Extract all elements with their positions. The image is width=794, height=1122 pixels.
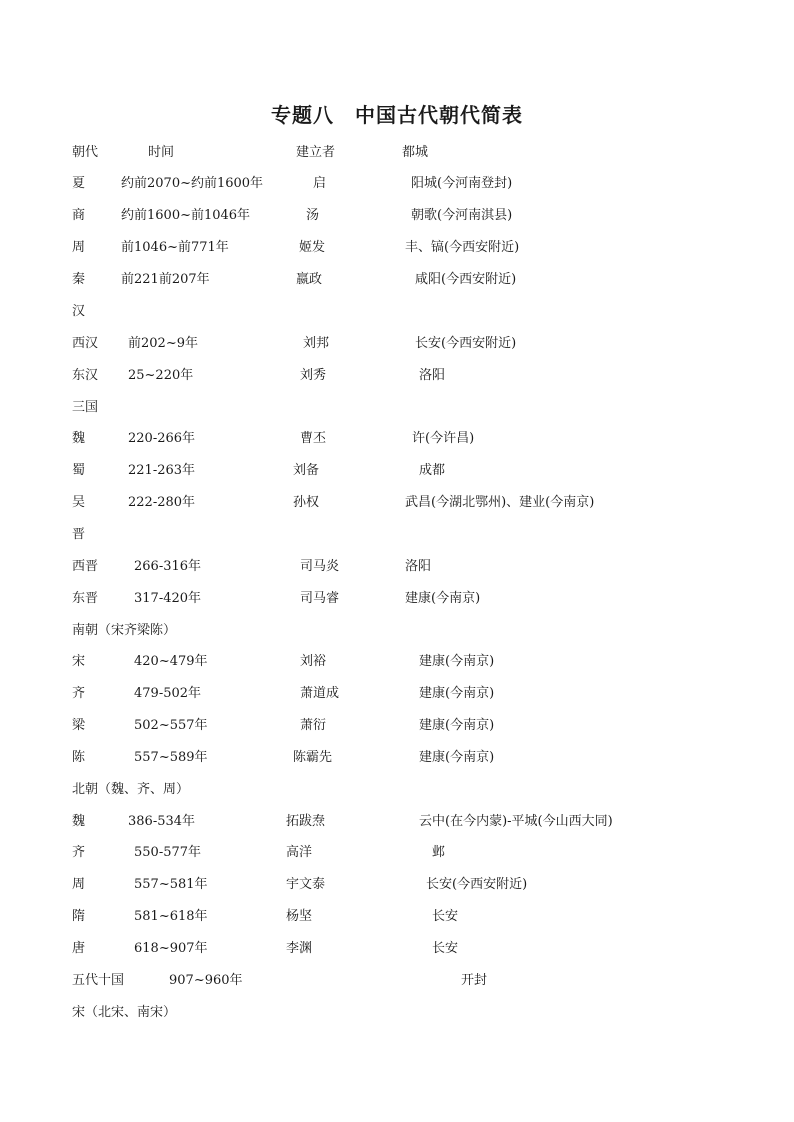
header-dynasty: 朝代 bbox=[72, 145, 99, 160]
founder-cell: 宇文泰 bbox=[286, 877, 326, 892]
time-cell: 约前1600~前1046年 bbox=[121, 208, 251, 223]
dynasty-cell: 齐 bbox=[72, 686, 86, 701]
founder-cell: 刘裕 bbox=[300, 654, 327, 669]
time-cell: 502~557年 bbox=[134, 718, 208, 733]
time-cell: 386-534年 bbox=[128, 814, 196, 829]
capital-cell: 云中(在今内蒙)-平城(今山西大同) bbox=[419, 814, 613, 829]
dynasty-cell: 商 bbox=[72, 208, 86, 223]
dynasty-cell: 北朝（魏、齐、周） bbox=[72, 782, 190, 797]
table-row bbox=[0, 937, 794, 961]
dynasty-cell: 陈 bbox=[72, 750, 86, 765]
table-row bbox=[0, 364, 794, 388]
dynasty-cell: 汉 bbox=[72, 304, 86, 319]
capital-cell: 邺 bbox=[432, 845, 446, 860]
table-row bbox=[0, 873, 794, 897]
table-row bbox=[0, 841, 794, 865]
table-row bbox=[0, 332, 794, 356]
time-cell: 前221前207年 bbox=[121, 272, 210, 287]
time-cell: 220-266年 bbox=[128, 431, 196, 446]
capital-cell: 长安 bbox=[432, 909, 459, 924]
table-row bbox=[0, 746, 794, 770]
capital-cell: 许(今许昌) bbox=[412, 431, 475, 446]
capital-cell: 咸阳(今西安附近) bbox=[415, 272, 517, 287]
founder-cell: 启 bbox=[313, 176, 327, 191]
founder-cell: 刘邦 bbox=[303, 336, 330, 351]
dynasty-cell: 宋（北宋、南宋） bbox=[72, 1005, 177, 1020]
time-cell: 317-420年 bbox=[134, 591, 202, 606]
dynasty-cell: 周 bbox=[72, 877, 86, 892]
capital-cell: 建康(今南京) bbox=[419, 718, 495, 733]
founder-cell: 司马炎 bbox=[300, 559, 340, 574]
time-cell: 420~479年 bbox=[134, 654, 208, 669]
capital-cell: 成都 bbox=[419, 463, 446, 478]
capital-cell: 丰、镐(今西安附近) bbox=[405, 240, 520, 255]
page-title: 专题八 中国古代朝代简表 bbox=[271, 103, 523, 127]
dynasty-cell: 秦 bbox=[72, 272, 86, 287]
table-row bbox=[0, 459, 794, 483]
dynasty-cell: 西汉 bbox=[72, 336, 99, 351]
dynasty-cell: 夏 bbox=[72, 176, 86, 191]
capital-cell: 建康(今南京) bbox=[405, 591, 481, 606]
table-row bbox=[0, 236, 794, 260]
time-cell: 550-577年 bbox=[134, 845, 202, 860]
time-cell: 581~618年 bbox=[134, 909, 208, 924]
group-heading bbox=[0, 300, 794, 324]
table-row bbox=[0, 555, 794, 579]
dynasty-cell: 五代十国 bbox=[72, 973, 125, 988]
dynasty-cell: 宋 bbox=[72, 654, 86, 669]
founder-cell: 刘备 bbox=[293, 463, 320, 478]
founder-cell: 高洋 bbox=[286, 845, 313, 860]
time-cell: 前202~9年 bbox=[128, 336, 198, 351]
dynasty-cell: 晋 bbox=[72, 527, 86, 542]
capital-cell: 武昌(今湖北鄂州)、建业(今南京) bbox=[405, 495, 595, 510]
table-row bbox=[0, 172, 794, 196]
time-cell: 479-502年 bbox=[134, 686, 202, 701]
capital-cell: 建康(今南京) bbox=[419, 686, 495, 701]
table-row bbox=[0, 268, 794, 292]
dynasty-cell: 隋 bbox=[72, 909, 86, 924]
table-row bbox=[0, 810, 794, 834]
table-row bbox=[0, 714, 794, 738]
founder-cell: 嬴政 bbox=[296, 272, 323, 287]
header-time: 时间 bbox=[148, 145, 175, 160]
time-cell: 222-280年 bbox=[128, 495, 196, 510]
founder-cell: 刘秀 bbox=[300, 368, 327, 383]
time-cell: 约前2070~约前1600年 bbox=[121, 176, 264, 191]
capital-cell: 长安 bbox=[432, 941, 459, 956]
dynasty-cell: 三国 bbox=[72, 400, 99, 415]
time-cell: 前1046~前771年 bbox=[121, 240, 229, 255]
dynasty-cell: 齐 bbox=[72, 845, 86, 860]
group-heading bbox=[0, 619, 794, 643]
capital-cell: 洛阳 bbox=[405, 559, 432, 574]
table-row bbox=[0, 682, 794, 706]
capital-cell: 建康(今南京) bbox=[419, 654, 495, 669]
founder-cell: 司马睿 bbox=[300, 591, 340, 606]
capital-cell: 洛阳 bbox=[419, 368, 446, 383]
time-cell: 266-316年 bbox=[134, 559, 202, 574]
time-cell: 221-263年 bbox=[128, 463, 196, 478]
table-row bbox=[0, 587, 794, 611]
table-row bbox=[0, 427, 794, 451]
dynasty-cell: 东晋 bbox=[72, 591, 99, 606]
dynasty-cell: 蜀 bbox=[72, 463, 86, 478]
time-cell: 557~581年 bbox=[134, 877, 208, 892]
group-heading bbox=[0, 1001, 794, 1025]
time-cell: 907~960年 bbox=[169, 973, 243, 988]
capital-cell: 开封 bbox=[461, 973, 488, 988]
header-row bbox=[0, 141, 794, 165]
capital-cell: 朝歌(今河南淇县) bbox=[411, 208, 513, 223]
dynasty-cell: 吴 bbox=[72, 495, 86, 510]
founder-cell: 汤 bbox=[306, 208, 320, 223]
table-row bbox=[0, 969, 794, 993]
dynasty-cell: 东汉 bbox=[72, 368, 99, 383]
founder-cell: 李渊 bbox=[286, 941, 313, 956]
founder-cell: 萧衍 bbox=[300, 718, 327, 733]
table-row bbox=[0, 491, 794, 515]
founder-cell: 曹丕 bbox=[300, 431, 327, 446]
dynasty-cell: 西晋 bbox=[72, 559, 99, 574]
capital-cell: 阳城(今河南登封) bbox=[411, 176, 513, 191]
dynasty-cell: 周 bbox=[72, 240, 86, 255]
founder-cell: 拓跋焘 bbox=[286, 814, 326, 829]
founder-cell: 姬发 bbox=[299, 240, 326, 255]
founder-cell: 杨坚 bbox=[286, 909, 313, 924]
founder-cell: 陈霸先 bbox=[293, 750, 333, 765]
table-row bbox=[0, 905, 794, 929]
founder-cell: 孙权 bbox=[293, 495, 320, 510]
time-cell: 25~220年 bbox=[128, 368, 194, 383]
table-row bbox=[0, 204, 794, 228]
founder-cell: 萧道成 bbox=[300, 686, 340, 701]
time-cell: 618~907年 bbox=[134, 941, 208, 956]
header-capital: 都城 bbox=[402, 145, 429, 160]
dynasty-cell: 南朝（宋齐梁陈） bbox=[72, 623, 177, 638]
dynasty-cell: 唐 bbox=[72, 941, 86, 956]
dynasty-cell: 魏 bbox=[72, 814, 86, 829]
time-cell: 557~589年 bbox=[134, 750, 208, 765]
capital-cell: 建康(今南京) bbox=[419, 750, 495, 765]
header-founder: 建立者 bbox=[296, 145, 336, 160]
dynasty-cell: 梁 bbox=[72, 718, 86, 733]
capital-cell: 长安(今西安附近) bbox=[415, 336, 517, 351]
table-row bbox=[0, 650, 794, 674]
group-heading bbox=[0, 778, 794, 802]
capital-cell: 长安(今西安附近) bbox=[426, 877, 528, 892]
group-heading bbox=[0, 523, 794, 547]
dynasty-cell: 魏 bbox=[72, 431, 86, 446]
group-heading bbox=[0, 396, 794, 420]
